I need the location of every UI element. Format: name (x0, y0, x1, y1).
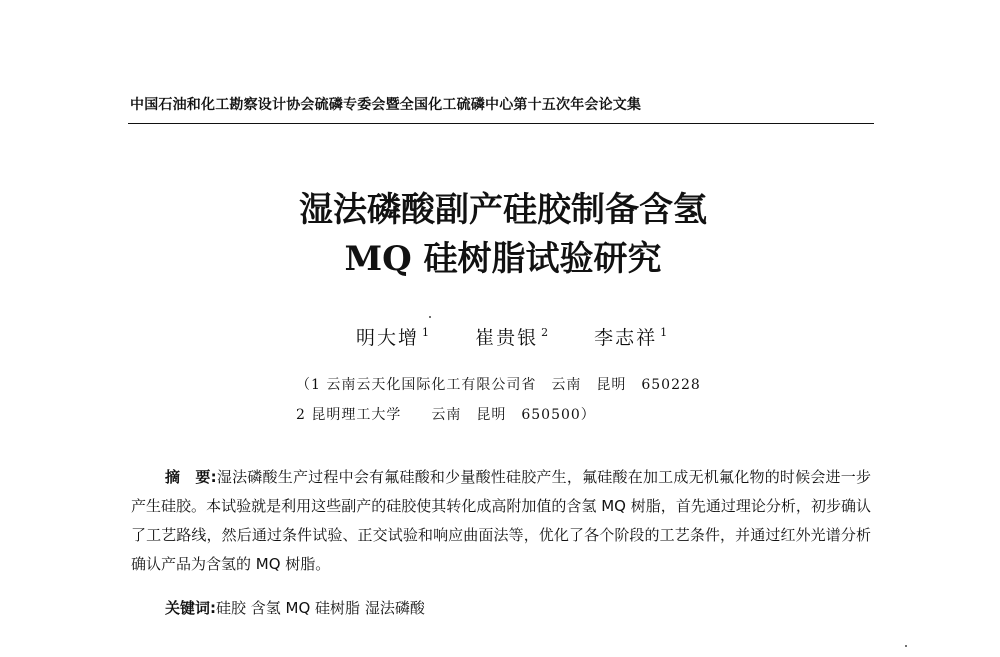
author-name: 崔贵银 (475, 327, 539, 349)
paper-title-line-2: MQ 硅树脂试验研究 (344, 239, 662, 279)
keywords-label: 关键词: (165, 599, 216, 617)
running-header: 中国石油和化工勘察设计协会硫磷专委会暨全国化工硫磷中心第十五次年会论文集 (130, 97, 642, 113)
affiliation-line-1: （1 云南云天化国际化工有限公司省 云南 昆明 650228 (296, 377, 701, 393)
header-rule (128, 123, 874, 124)
abstract-label: 摘 要: (165, 468, 217, 486)
abstract-text: 湿法磷酸生产过程中会有氟硅酸和少量酸性硅胶产生，氟硅酸在加工成无机氟化物的时候会进一步产生硅胶。本试验就是利用这些副产的硅胶使其转化成高附加值的含氢 MQ 树脂，首先通过理论分析，初步确认了工艺路线，然后通过条件试验、正交试验和响应曲面法等，优化了各个阶段的工艺条件，并通过红外光谱分析确认产品为含氢的 MQ 树脂。 (131, 468, 871, 573)
scan-speck (905, 645, 907, 647)
keywords (165, 597, 425, 618)
author-2 (475, 323, 550, 350)
author-name: 李志祥 (594, 327, 658, 349)
affiliation-line-2: 2 昆明理工大学 云南 昆明 650500） (296, 407, 596, 423)
author-affiliation-mark: 2 (541, 326, 551, 339)
scan-speck (429, 316, 431, 318)
paper-title-line-1: 湿法磷酸副产硅胶制备含氢 (299, 190, 707, 230)
author-1 (356, 323, 431, 350)
keywords-text: 硅胶 含氢 MQ 硅树脂 湿法磷酸 (216, 599, 425, 617)
author-3 (594, 323, 669, 350)
author-affiliation-mark: 1 (660, 326, 670, 339)
abstract (131, 463, 871, 579)
author-name: 明大增 (356, 327, 420, 349)
author-list (356, 323, 669, 350)
author-affiliation-mark: 1 (422, 326, 432, 339)
